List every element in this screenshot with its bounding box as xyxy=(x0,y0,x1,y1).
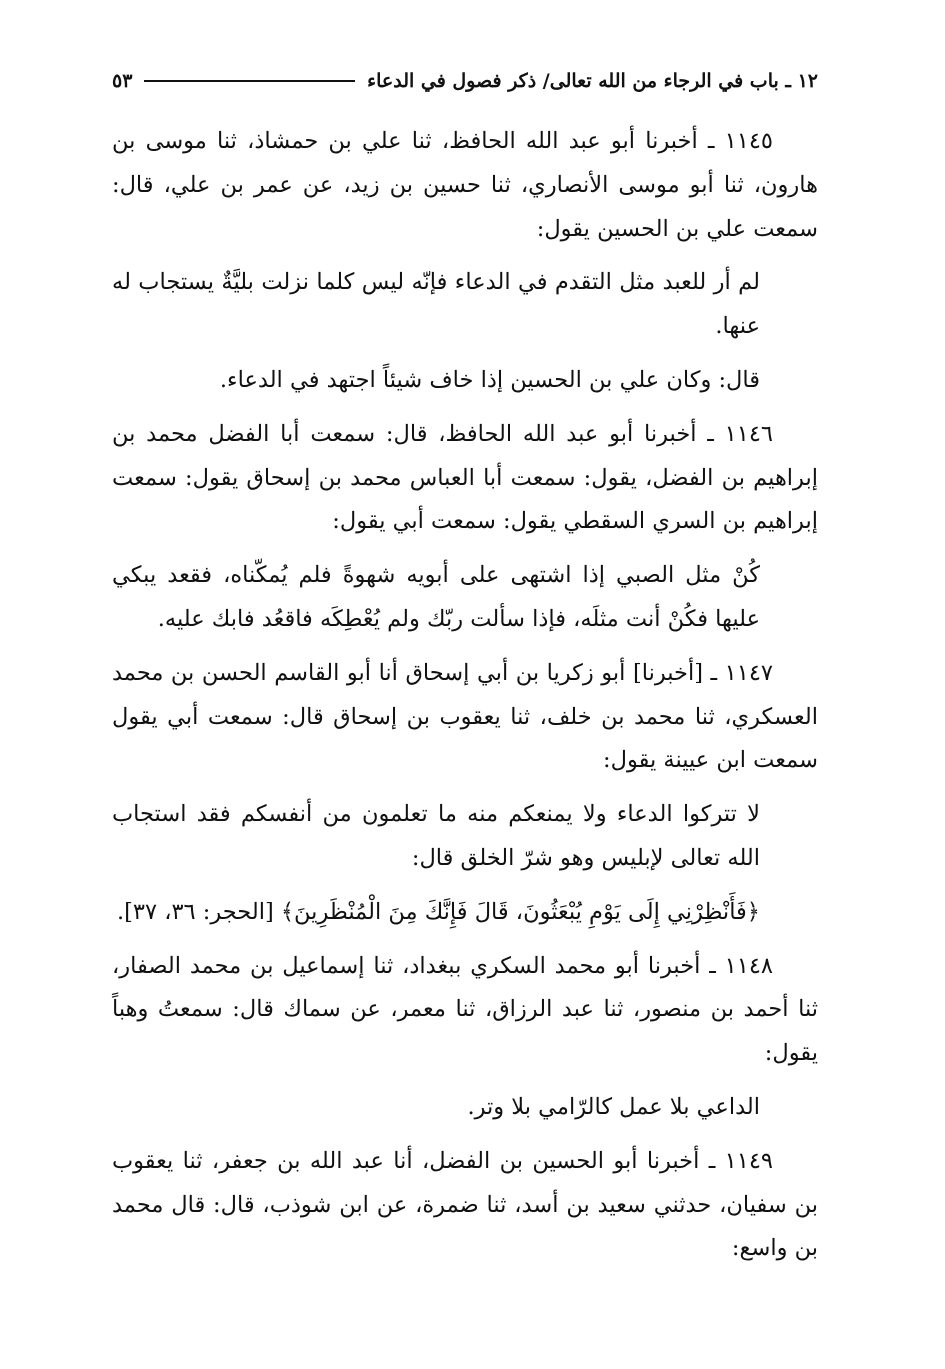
quote-1147: لا تتركوا الدعاء ولا يمنعكم منه ما تعلمون من أنفسكم فقد استجاب الله تعالى لإبليس وهو شرّ الخلق قال: xyxy=(112,801,760,871)
quote-1148: الداعي بلا عمل كالرّامي بلا وتر. xyxy=(467,1093,760,1120)
page-body xyxy=(112,120,818,1281)
quote-1145-b: قال: وكان علي بن الحسين إذا خاف شيئاً اجتهد في الدعاء. xyxy=(219,366,760,393)
page-number: ٥٣ xyxy=(112,70,133,92)
hadith-1145: ١١٤٥ ـ أخبرنا أبو عبد الله الحافظ، ثنا علي بن حمشاذ، ثنا موسى بن هارون، ثنا أبو موسى الأنصاري، ثنا حسين بن زيد، عن عمر بن علي، قال: سمعت علي بن الحسين يقول: xyxy=(112,128,818,242)
quran-verse-1147: ﴿فَأَنْظِرْنِي إِلَى يَوْمِ يُبْعَثُونَ، قَالَ فَإِنَّكَ مِنَ الْمُنْظَرِينَ﴾ [الحجر: ٣٦، ٣٧]. xyxy=(116,898,760,925)
hadith-1148: ١١٤٨ ـ أخبرنا أبو محمد السكري ببغداد، ثنا إسماعيل بن محمد الصفار، ثنا أحمد بن منصور، ثنا عبد الرزاق، ثنا معمر، عن سماك قال: سمعتُ وهباً يقول: xyxy=(112,952,818,1067)
quote-1145-a: لم أر للعبد مثل التقدم في الدعاء فإنّه ليس كلما نزلت بليَّةٌ يستجاب له عنها. xyxy=(112,269,760,340)
hadith-1146: ١١٤٦ ـ أخبرنا أبو عبد الله الحافظ، قال: سمعت أبا الفضل محمد بن إبراهيم بن الفضل، يقول: سمعت أبا العباس محمد بن إسحاق يقول: سمعت إبراهيم بن السري السقطي يقول: سمعت أبي يقول: xyxy=(112,420,818,535)
hadith-1149: ١١٤٩ ـ أخبرنا أبو الحسين بن الفضل، أنا عبد الله بن جعفر، ثنا يعقوب بن سفيان، حدثني سعيد بن أسد، ثنا ضمرة، عن ابن شوذب، قال: قال محمد بن واسع: xyxy=(112,1147,818,1262)
hadith-1147: ١١٤٧ ـ [أخبرنا] أبو زكريا بن أبي إسحاق أنا أبو القاسم الحسن بن محمد العسكري، ثنا محمد بن خلف، ثنا يعقوب بن إسحاق قال: سمعت أبي يقول سمعت ابن عيينة يقول: xyxy=(112,659,818,774)
chapter-title: ١٢ ـ باب في الرجاء من الله تعالى/ ذكر فصول في الدعاء xyxy=(367,70,818,92)
quote-1146: كُنْ مثل الصبي إذا اشتهى على أبويه شهوةً فلم يُمكّناه، فقعد يبكي عليها فكُنْ أنت مثلَه، فإذا سألت ربّك ولم يُعْطِكَه فاقعُد فابك عليه. xyxy=(112,562,760,632)
header-rule xyxy=(144,80,355,82)
running-header xyxy=(112,66,818,96)
